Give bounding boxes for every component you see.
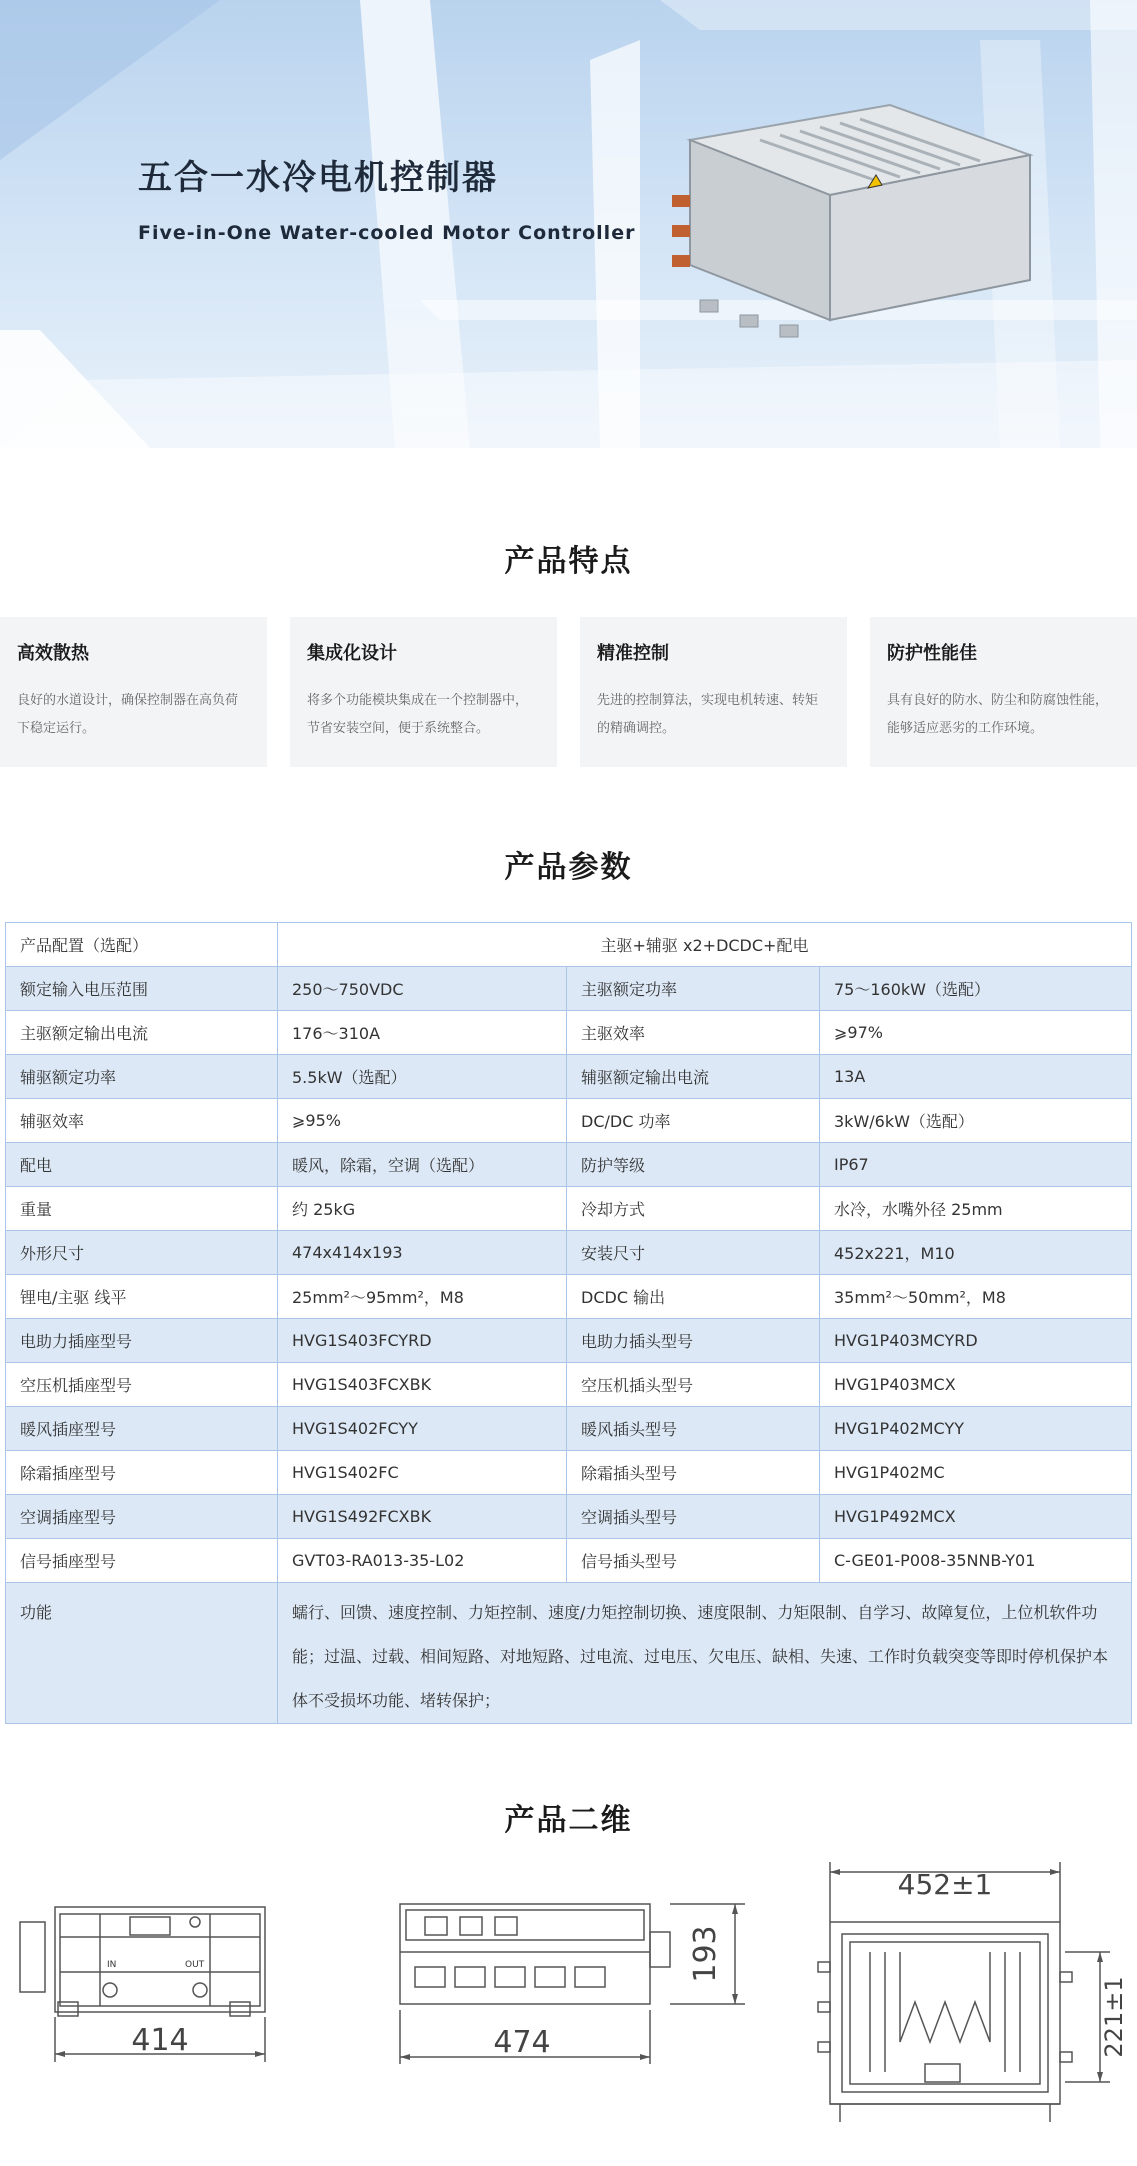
front-view-drawing — [370, 1892, 750, 2082]
spec-value: HVG1P403MCYRD — [820, 1319, 1132, 1363]
table-row — [6, 1539, 1132, 1583]
spec-value: 25mm²～95mm²，M8 — [278, 1275, 567, 1319]
spec-value: ⩾95% — [278, 1099, 567, 1143]
front-width-label: 474 — [493, 2025, 551, 2060]
table-row — [6, 1407, 1132, 1451]
features-title: 产品特点 — [504, 544, 633, 579]
feature-desc: 良好的水道设计，确保控制器在高负荷下稳定运行。 — [17, 693, 239, 736]
table-row — [6, 1055, 1132, 1099]
spec-value: 13A — [820, 1055, 1132, 1099]
spec-value: 75～160kW（选配） — [820, 967, 1132, 1011]
side-view-drawing — [10, 1892, 280, 2082]
spec-value: ⩾97% — [820, 1011, 1132, 1055]
table-row — [6, 1495, 1132, 1539]
spec-value: HVG1S402FCYY — [278, 1407, 567, 1451]
table-row — [6, 1187, 1132, 1231]
hero-title: 五合一水冷电机控制器 — [138, 158, 498, 198]
params-title: 产品参数 — [504, 850, 633, 885]
spec-value: HVG1P402MCYY — [820, 1407, 1132, 1451]
table-row — [6, 1011, 1132, 1055]
spec-label: DC/DC 功率 — [567, 1099, 820, 1143]
spec-value: 35mm²～50mm²，M8 — [820, 1275, 1132, 1319]
spec-label: 冷却方式 — [567, 1187, 820, 1231]
spec-label: 防护等级 — [567, 1143, 820, 1187]
spec-value: 474x414x193 — [278, 1231, 567, 1275]
side-width-label: 414 — [131, 2023, 189, 2058]
feature-title: 精准控制 — [597, 643, 669, 664]
spec-value: HVG1S403FCXBK — [278, 1363, 567, 1407]
feature-card — [870, 617, 1137, 767]
in-label: IN — [107, 1960, 117, 1970]
feature-desc: 先进的控制算法，实现电机转速、转矩的精确调控。 — [597, 693, 819, 736]
spec-label: 空压机插头型号 — [567, 1363, 820, 1407]
feature-card — [290, 617, 557, 767]
spec-label: 功能 — [6, 1583, 278, 1724]
table-row — [6, 1275, 1132, 1319]
spec-value: HVG1S492FCXBK — [278, 1495, 567, 1539]
top-view-drawing — [810, 1852, 1130, 2132]
spec-label: 重量 — [6, 1187, 278, 1231]
feature-desc: 具有良好的防水、防尘和防腐蚀性能，能够适应恶劣的工作环境。 — [887, 693, 1109, 736]
spec-value: 暖风，除霜，空调（选配） — [278, 1143, 567, 1187]
spec-value: 452x221，M10 — [820, 1231, 1132, 1275]
spec-table — [5, 922, 1132, 1724]
features-cards — [0, 617, 1137, 767]
feature-card — [0, 617, 267, 767]
spec-label: 暖风插座型号 — [6, 1407, 278, 1451]
spec-label: DCDC 输出 — [567, 1275, 820, 1319]
top-width-label: 452±1 — [897, 1868, 993, 1901]
spec-label: 外形尺寸 — [6, 1231, 278, 1275]
spec-value: 水冷，水嘴外径 25mm — [820, 1187, 1132, 1231]
spec-label: 锂电/主驱 线平 — [6, 1275, 278, 1319]
table-row — [6, 1583, 1132, 1724]
spec-value: C-GE01-P008-35NNB-Y01 — [820, 1539, 1132, 1583]
spec-label: 电助力插座型号 — [6, 1319, 278, 1363]
spec-value: 蠕行、回馈、速度控制、力矩控制、速度/力矩控制切换、速度限制、力矩限制、自学习、故障复位，上位机软件功能；过温、过载、相间短路、对地短路、过电流、过电压、欠电压、缺相、失速、工作时负载突变等即时停机保护本体不受损坏功能、堵转保护； — [278, 1583, 1132, 1724]
spec-value: HVG1S403FCYRD — [278, 1319, 567, 1363]
spec-label: 辅驱效率 — [6, 1099, 278, 1143]
spec-value: HVG1P492MCX — [820, 1495, 1132, 1539]
table-row — [6, 1451, 1132, 1495]
spec-label: 主驱效率 — [567, 1011, 820, 1055]
table-row — [6, 1143, 1132, 1187]
top-height-label: 221±1 — [1100, 1976, 1128, 2058]
spec-value: 主驱+辅驱 x2+DCDC+配电 — [278, 923, 1132, 967]
spec-label: 产品配置（选配） — [6, 923, 278, 967]
feature-title: 高效散热 — [17, 643, 89, 664]
spec-label: 空压机插座型号 — [6, 1363, 278, 1407]
table-row — [6, 1363, 1132, 1407]
table-row — [6, 1319, 1132, 1363]
front-height-label: 193 — [688, 1925, 723, 1983]
feature-title: 防护性能佳 — [887, 643, 977, 664]
spec-label: 空调插座型号 — [6, 1495, 278, 1539]
spec-label: 暖风插头型号 — [567, 1407, 820, 1451]
spec-value: GVT03-RA013-35-L02 — [278, 1539, 567, 1583]
drawings-title: 产品二维 — [504, 1803, 633, 1838]
spec-label: 除霜插座型号 — [6, 1451, 278, 1495]
out-label: OUT — [185, 1960, 205, 1970]
spec-value: 250～750VDC — [278, 967, 567, 1011]
spec-label: 电助力插头型号 — [567, 1319, 820, 1363]
spec-label: 信号插座型号 — [6, 1539, 278, 1583]
spec-value: HVG1P403MCX — [820, 1363, 1132, 1407]
spec-label: 主驱额定输出电流 — [6, 1011, 278, 1055]
spec-value: 176～310A — [278, 1011, 567, 1055]
spec-value: 5.5kW（选配） — [278, 1055, 567, 1099]
feature-title: 集成化设计 — [307, 643, 397, 664]
table-row — [6, 1099, 1132, 1143]
spec-value: HVG1S402FC — [278, 1451, 567, 1495]
spec-value: IP67 — [820, 1143, 1132, 1187]
spec-label: 空调插头型号 — [567, 1495, 820, 1539]
hero-subtitle: Five-in-One Water-cooled Motor Controller — [138, 222, 636, 244]
spec-label: 除霜插头型号 — [567, 1451, 820, 1495]
spec-label: 信号插头型号 — [567, 1539, 820, 1583]
spec-label: 辅驱额定功率 — [6, 1055, 278, 1099]
spec-label: 配电 — [6, 1143, 278, 1187]
table-row — [6, 923, 1132, 967]
feature-desc: 将多个功能模块集成在一个控制器中，节省安装空间，便于系统整合。 — [307, 693, 529, 736]
spec-value: 约 25kG — [278, 1187, 567, 1231]
table-row — [6, 967, 1132, 1011]
hero-banner — [0, 0, 1137, 448]
spec-label: 额定输入电压范围 — [6, 967, 278, 1011]
feature-card — [580, 617, 847, 767]
table-row — [6, 1231, 1132, 1275]
spec-value: HVG1P402MC — [820, 1451, 1132, 1495]
spec-value: 3kW/6kW（选配） — [820, 1099, 1132, 1143]
spec-label: 主驱额定功率 — [567, 967, 820, 1011]
spec-label: 辅驱额定输出电流 — [567, 1055, 820, 1099]
spec-label: 安装尺寸 — [567, 1231, 820, 1275]
